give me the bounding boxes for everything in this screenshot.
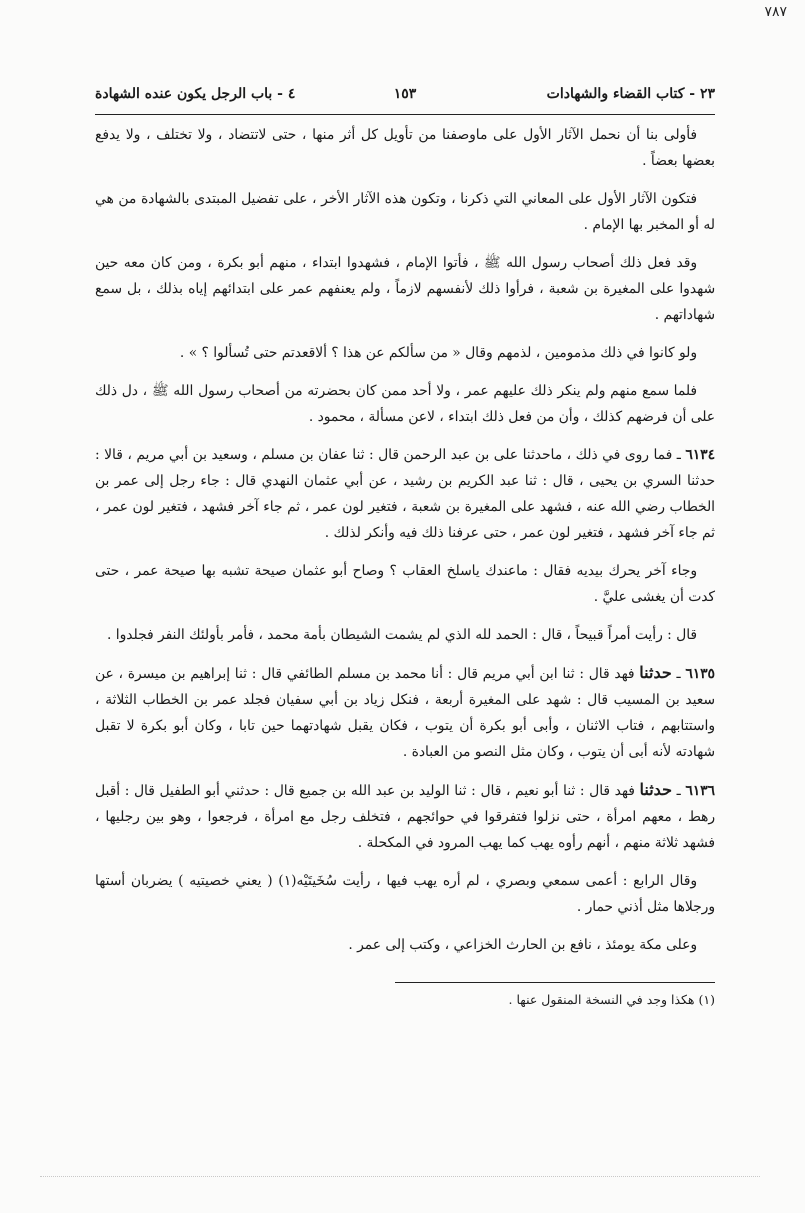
hadith-6134-continuation-2: قال : رأيت أمراً قبيحاً ، قال : الحمد لله الذي لم يشمت الشيطان بأمة محمد ، فأمر بأولئك النفر فجلدوا . [107,627,697,643]
main-text [95,122,715,970]
hadith-body: على بن عبد الرحمن قال : ثنا عفان بن مسلم ، وسعيد بن أبي مريم ، قالا : حدثنا السري بن يحيى ، قال : ثنا عبد الكريم بن رشيد ، عن أبي عثمان النهدي قال : جاء رجل إلى عمر بن الخطاب رضي الله عنه ، فشهد على المغيرة بن شعبة ، فتغير لون عمر ، ثم جاء آخر فشهد ، فتغير لون عمر ، ثم جاء آخر فشهد ، فتغير لون عمر ، حتى عرفنا ذلك فيه وأنكر لذلك . [95,447,715,541]
hadith-6135 [95,660,715,765]
hadith-number: ٦١٣٥ [685,666,715,682]
paragraph-3: وقد فعل ذلك أصحاب رسول الله ﷺ ، فأتوا الإمام ، فشهدوا ابتداء ، منهم أبو بكرة ، ومن كان معه حين شهدوا على المغيرة بن شعبة ، فرأوا ذلك لأنفسهم لازماً ، ولم يعنفهم عمر على ابتدائهم إياه بذلك ، بل سمع شهاداتهم . [95,255,715,323]
page-number: ١٥٣ [393,86,417,102]
hadith-6134 [95,442,715,546]
hadith-pre: ـ فما روى في ذلك ، ماحدثنا [518,447,686,463]
footnote: (١) هكذا وجد في النسخة المنقول عنها . [508,992,715,1007]
running-header [95,86,715,110]
chapter-title: ٤ - باب الرجل يكون عنده الشهادة [95,86,296,102]
hadith-6136 [95,777,715,856]
hadith-6136-continuation-1: وقال الرابع : أعمى سمعي وبصري ، لم أره يهب فيها ، رأيت سُخَيتَيْه(١) ( يعني خصيتيه ) يضربان أستها ورجلاها مثل أذني حمار . [95,873,715,915]
paragraph-2: فتكون الآثار الأول على المعاني التي ذكرنا ، وتكون هذه الآثار الأخر ، على تفضيل المبتدى بالشهادة من هي له أو المخبر بها الإمام . [95,191,715,233]
tahdith-word: حدثنا [639,780,672,799]
hadith-number: ٦١٣٦ [685,783,715,799]
hadith-number: ٦١٣٤ [685,447,715,463]
hadith-6134-continuation-1: وجاء آخر يحرك بيديه فقال : ماعندك ياسلخ العقاب ؟ وصاح أبو عثمان صيحة تشبه بها صيحة عمر ، حتى كدت أن يغشى عليَّ . [95,563,715,605]
scan-noise-line [40,1176,760,1177]
hadith-body: فهد قال : ثنا أبو نعيم ، قال : ثنا الوليد بن عبد الله بن جميع قال : حدثني أبو الطفيل قال : أقبل رهط ، معهم امرأة ، حتى نزلوا فتفرقوا في حوائجهم ، فتخلف رجل مع امرأة ، فرجعوا ، وهو بين رجليها ، فشهد ثلاثة منهم ، أنهم رأوه يهب كما يهب المرود في المكحلة . [95,783,715,851]
paragraph-4: ولو كانوا في ذلك مذمومين ، لذمهم وقال « من سألكم عن هذا ؟ ألاقعدتم حتى تُسألوا ؟ » . [179,345,697,361]
hadith-pre: ـ [671,783,686,799]
header-rule [95,114,715,115]
book-title: ٢٣ - كتاب القضاء والشهادات [546,86,715,102]
tahdith-word: حدثنا [639,663,672,682]
hadith-body: فهد قال : ثنا ابن أبي مريم قال : أنا محمد بن مسلم الطائفي قال : ثنا إبراهيم بن ميسرة ، عن سعيد بن المسيب قال : شهد على المغيرة أربعة ، فنكل زياد بن أبي سفيان فجلد عمر بن الخطاب الثلاثة ، واستتابهم ، فتاب الاثنان ، وأبى أبو بكرة أن يتوب ، فكان يقبل شهادتهما حين تابا ، وكان أبو بكرة لا تقبل شهادته لأنه أبى أن يتوب ، وكان مثل النصو من العبادة . [95,666,715,760]
paragraph-1: فأولى بنا أن نحمل الآثار الأول على ماوصفنا من تأويل كل أثر منها ، حتى لاتتضاد ، ولا تختلف ، ولا يدفع بعضها بعضاً . [95,127,715,169]
paragraph-5: فلما سمع منهم ولم ينكر ذلك عليهم عمر ، ولا أحد ممن كان بحضرته من أصحاب رسول الله ﷺ ، دل ذلك على أن فرضهم كذلك ، وأن من فعل ذلك ابتداء ، لاعن مسألة ، محمود . [95,383,715,425]
footnote-rule [395,982,715,983]
hadith-pre: ـ [671,666,686,682]
corner-mark: ٧٨٧ [764,4,787,20]
hadith-6136-continuation-2: وعلى مكة يومئذ ، نافع بن الحارث الخزاعي ، وكتب إلى عمر . [348,937,697,953]
